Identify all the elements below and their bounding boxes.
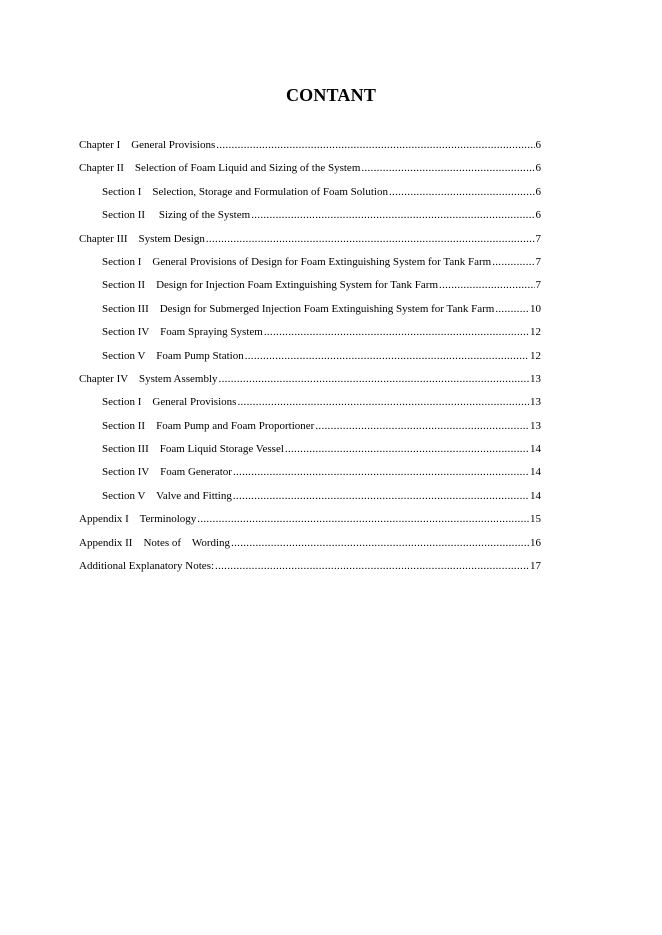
toc-dot-leader bbox=[215, 558, 529, 574]
toc-dot-leader bbox=[492, 254, 534, 270]
toc-entry-page-number: 10 bbox=[530, 302, 541, 315]
toc-dot-leader bbox=[251, 207, 534, 223]
toc-dot-leader bbox=[233, 464, 529, 480]
toc-entry-page-number: 15 bbox=[530, 513, 541, 526]
toc-entry[interactable] bbox=[79, 184, 541, 207]
toc-entry[interactable] bbox=[79, 348, 541, 371]
toc-entry[interactable] bbox=[79, 511, 541, 534]
toc-entry-page-number: 12 bbox=[530, 326, 541, 339]
toc-dot-leader bbox=[197, 511, 529, 527]
toc-entry[interactable] bbox=[79, 418, 541, 441]
toc-dot-leader bbox=[231, 535, 529, 551]
toc-entry-label: Section II Sizing of the System bbox=[102, 209, 251, 222]
toc-entry-label: Section I General Provisions bbox=[102, 396, 237, 409]
toc-entry-label: Section II Foam Pump and Foam Proportioner bbox=[102, 419, 315, 432]
toc-entry-page-number: 13 bbox=[530, 396, 541, 409]
toc-dot-leader bbox=[264, 324, 529, 340]
toc-entry-label: Chapter II Selection of Foam Liquid and Sizing of the System bbox=[79, 162, 361, 175]
toc-entry-label: Chapter IV System Assembly bbox=[79, 372, 218, 385]
toc-entry[interactable] bbox=[79, 277, 541, 300]
toc-entry[interactable] bbox=[79, 464, 541, 487]
toc-entry-page-number: 6 bbox=[535, 185, 541, 198]
page-title: CONTANT bbox=[285, 85, 377, 105]
toc-entry[interactable] bbox=[79, 441, 541, 464]
toc-entry[interactable] bbox=[79, 137, 541, 160]
toc-entry-page-number: 6 bbox=[535, 162, 541, 175]
toc-dot-leader bbox=[237, 394, 529, 410]
toc-dot-leader bbox=[389, 184, 535, 200]
toc-dot-leader bbox=[216, 137, 534, 153]
table-of-contents bbox=[79, 137, 541, 581]
toc-entry-label: Section V Foam Pump Station bbox=[102, 349, 244, 362]
toc-entry-label: Section II Design for Injection Foam Extinguishing System for Tank Farm bbox=[102, 279, 439, 292]
toc-entry-page-number: 14 bbox=[530, 489, 541, 502]
toc-entry[interactable] bbox=[79, 160, 541, 183]
toc-dot-leader bbox=[219, 371, 529, 387]
toc-entry[interactable] bbox=[79, 254, 541, 277]
toc-entry-label: Section IV Foam Generator bbox=[102, 466, 232, 479]
toc-entry-page-number: 13 bbox=[530, 419, 541, 432]
toc-entry-page-number: 7 bbox=[535, 232, 541, 245]
toc-entry-label: Section III Foam Liquid Storage Vessel bbox=[102, 443, 284, 456]
toc-entry-page-number: 6 bbox=[535, 209, 541, 222]
toc-dot-leader bbox=[285, 441, 529, 457]
toc-entry-label: Additional Explanatory Notes: bbox=[79, 560, 215, 573]
toc-entry-label: Section I General Provisions of Design for Foam Extinguishing System for Tank Farm bbox=[102, 255, 492, 268]
toc-entry[interactable] bbox=[79, 231, 541, 254]
toc-entry[interactable] bbox=[79, 207, 541, 230]
toc-dot-leader bbox=[439, 277, 534, 293]
toc-entry-label: Chapter I General Provisions bbox=[79, 139, 216, 151]
toc-entry[interactable] bbox=[79, 535, 541, 558]
toc-dot-leader bbox=[206, 231, 535, 247]
toc-entry-page-number: 17 bbox=[530, 560, 541, 573]
toc-entry-label: Appendix II Notes of Wording bbox=[79, 536, 231, 549]
toc-entry[interactable] bbox=[79, 394, 541, 417]
toc-entry-page-number: 13 bbox=[530, 372, 541, 385]
toc-entry-label: Appendix I Terminology bbox=[79, 513, 197, 526]
toc-entry-label: Section IV Foam Spraying System bbox=[102, 326, 263, 339]
toc-dot-leader bbox=[495, 301, 529, 317]
toc-entry[interactable] bbox=[79, 558, 541, 581]
toc-entry-label: Chapter III System Design bbox=[79, 232, 205, 245]
toc-entry-page-number: 14 bbox=[530, 466, 541, 479]
toc-entry-page-number: 14 bbox=[530, 443, 541, 456]
toc-entry[interactable] bbox=[79, 371, 541, 394]
toc-entry-page-number: 6 bbox=[535, 139, 541, 151]
toc-entry-page-number: 12 bbox=[530, 349, 541, 362]
toc-dot-leader bbox=[361, 160, 534, 176]
toc-entry[interactable] bbox=[79, 488, 541, 511]
toc-entry[interactable] bbox=[79, 301, 541, 324]
toc-dot-leader bbox=[315, 418, 529, 434]
toc-entry-label: Section I Selection, Storage and Formulation of Foam Solution bbox=[102, 185, 388, 198]
toc-entry-label: Section V Valve and Fitting bbox=[102, 489, 232, 502]
toc-entry-page-number: 7 bbox=[535, 279, 541, 292]
toc-entry-page-number: 7 bbox=[535, 255, 541, 268]
toc-entry-label: Section III Design for Submerged Injection Foam Extinguishing System for Tank Farm bbox=[102, 302, 495, 315]
toc-entry[interactable] bbox=[79, 324, 541, 347]
toc-dot-leader bbox=[233, 488, 529, 504]
toc-dot-leader bbox=[245, 348, 529, 364]
toc-entry-page-number: 16 bbox=[530, 536, 541, 549]
